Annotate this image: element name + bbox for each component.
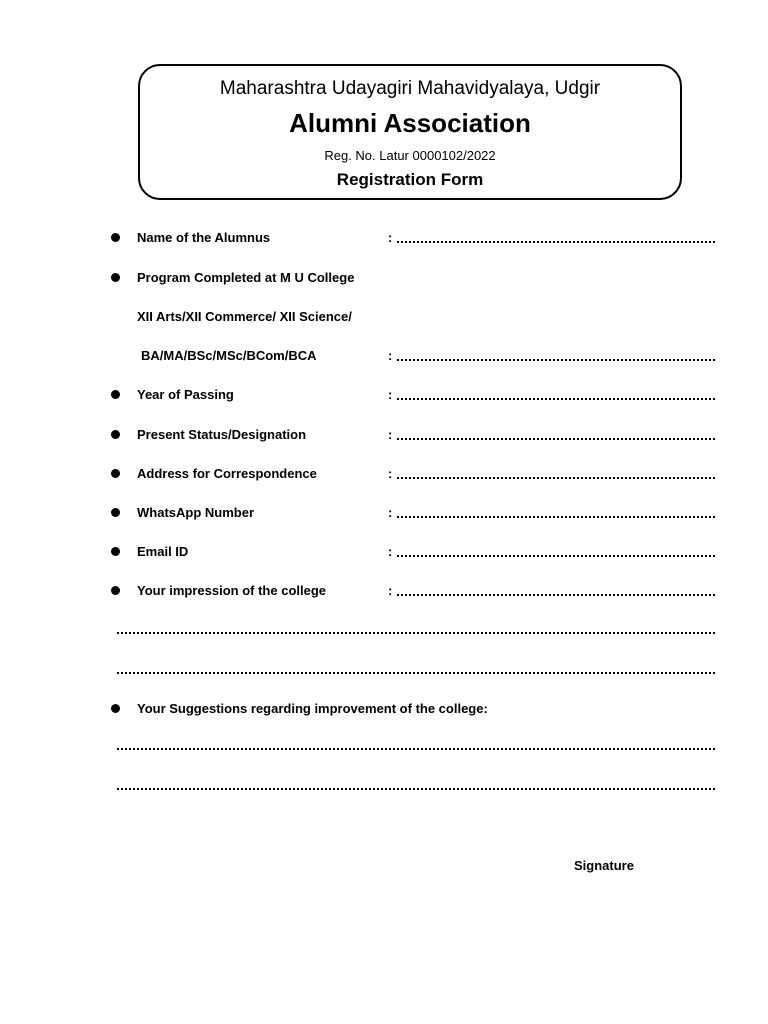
field-row-name [0, 228, 768, 250]
field-label-address: Address for Correspondence [137, 466, 317, 481]
email-blank[interactable] [397, 555, 715, 557]
college-name: Maharashtra Udayagiri Mahavidyalaya, Udgir [219, 78, 601, 99]
bullet-icon [111, 508, 120, 517]
bullet-icon [111, 390, 120, 399]
field-label-impression: Your impression of the college [137, 583, 327, 598]
whatsapp-blank[interactable] [397, 516, 715, 518]
field-separator: : [388, 387, 393, 402]
form-header [138, 64, 682, 200]
address-blank[interactable] [397, 477, 715, 479]
suggestions-blank-line-2[interactable] [117, 788, 715, 790]
field-row-program [0, 268, 768, 290]
field-row-whatsapp [0, 503, 768, 525]
field-label-program: Program Completed at M U College [137, 270, 355, 285]
bullet-icon [111, 233, 120, 242]
field-row-email [0, 542, 768, 564]
year-blank[interactable] [397, 398, 715, 400]
field-separator: : [388, 583, 393, 598]
field-label-year: Year of Passing [137, 387, 234, 402]
field-label-name: Name of the Alumnus [137, 230, 271, 245]
field-label-whatsapp: WhatsApp Number [137, 505, 254, 520]
form-title: Registration Form [336, 170, 484, 189]
status-blank[interactable] [397, 438, 715, 440]
field-separator: : [388, 348, 393, 363]
registration-number: Reg. No. Latur 0000102/2022 [324, 148, 496, 163]
field-separator: : [388, 466, 393, 481]
bullet-icon [111, 547, 120, 556]
program-blank[interactable] [397, 359, 715, 361]
field-row-address [0, 464, 768, 486]
association-title: Alumni Association [289, 108, 531, 138]
bullet-icon [111, 469, 120, 478]
field-label-suggestions: Your Suggestions regarding improvement of the college: [137, 701, 488, 716]
field-row-year [0, 385, 768, 407]
field-separator: : [388, 230, 393, 245]
suggestions-blank-line-1[interactable] [117, 748, 715, 750]
field-row-status [0, 425, 768, 447]
field-separator: : [388, 544, 393, 559]
program-options-line-1: XII Arts/XII Commerce/ XII Science/ [137, 309, 352, 324]
bullet-icon [111, 430, 120, 439]
impression-blank[interactable] [397, 594, 715, 596]
field-separator: : [388, 505, 393, 520]
bullet-icon [111, 586, 120, 595]
program-options-row-2 [0, 346, 768, 368]
bullet-icon [111, 704, 120, 713]
signature-label: Signature [574, 858, 634, 873]
impression-blank-line-2[interactable] [117, 672, 715, 674]
field-label-status: Present Status/Designation [137, 427, 307, 442]
bullet-icon [111, 273, 120, 282]
impression-blank-line-1[interactable] [117, 632, 715, 634]
field-label-email: Email ID [137, 544, 189, 559]
name-blank[interactable] [397, 241, 715, 243]
program-options-row [0, 307, 768, 329]
field-separator: : [388, 427, 393, 442]
program-options-line-2: BA/MA/BSc/MSc/BCom/BCA [141, 348, 317, 363]
field-row-impression [0, 581, 768, 603]
field-row-suggestions [0, 699, 768, 721]
